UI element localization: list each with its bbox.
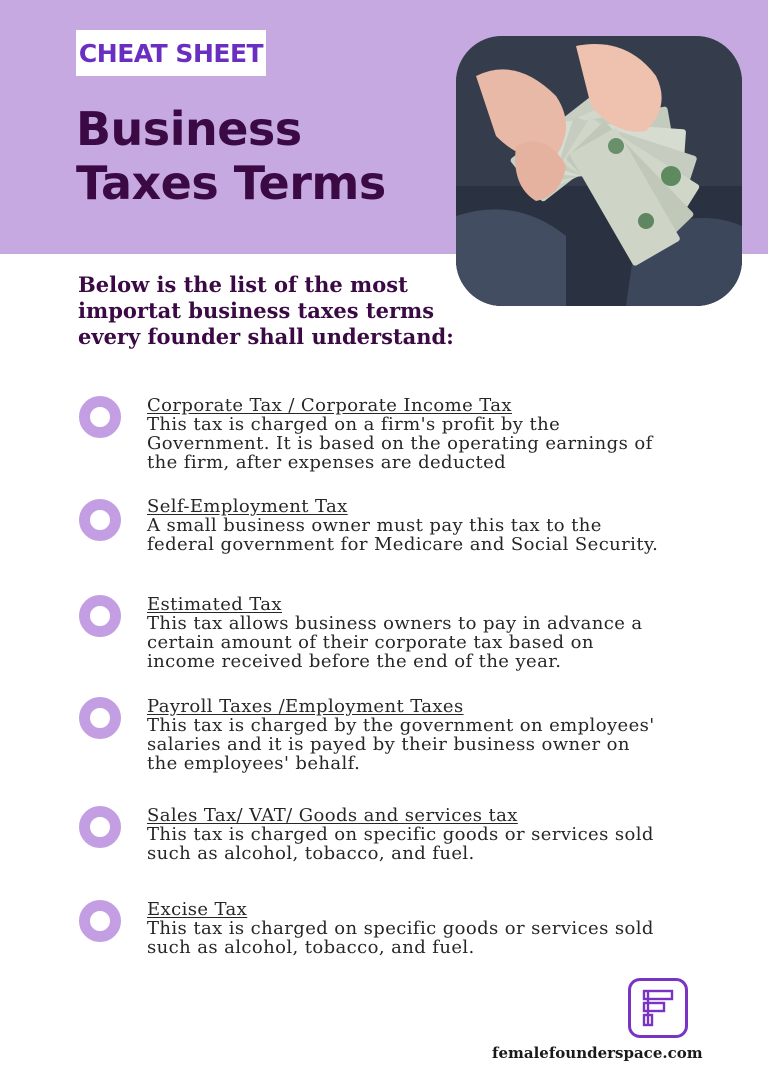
term-description-line: income received before the end of the year. xyxy=(147,651,562,672)
intro-line-2: importat business taxes terms xyxy=(78,298,435,323)
bullet-circle-icon xyxy=(79,499,121,541)
term-description-line: This tax is charged by the government on employees' xyxy=(147,715,655,736)
term-description-line: certain amount of their corporate tax based on xyxy=(147,632,594,653)
term-title: Estimated Tax xyxy=(147,594,282,615)
term-description-line: such as alcohol, tobacco, and fuel. xyxy=(147,843,475,864)
bullet-circle-icon xyxy=(79,396,121,438)
term-title: Self-Employment Tax xyxy=(147,496,348,517)
bullet-circle-icon xyxy=(79,595,121,637)
term-description-line: This tax allows business owners to pay in advance a xyxy=(147,613,643,634)
page-title-line-1: Business xyxy=(76,102,302,156)
term-title: Payroll Taxes /Employment Taxes xyxy=(147,696,464,717)
bullet-circle-icon xyxy=(79,806,121,848)
term-description-line: Government. It is based on the operating earnings of xyxy=(147,433,653,454)
term-description-line: such as alcohol, tobacco, and fuel. xyxy=(147,937,475,958)
term-description-line: This tax is charged on a firm's profit by the xyxy=(147,414,561,435)
term-description-line: This tax is charged on specific goods or services sold xyxy=(147,824,654,845)
female-founder-space-logo-icon xyxy=(628,978,688,1038)
bullet-circle-icon xyxy=(79,697,121,739)
site-url[interactable]: femalefounderspace.com xyxy=(492,1044,703,1062)
badge-label: CHEAT SHEET xyxy=(78,38,264,68)
page-title-line-2: Taxes Terms xyxy=(76,156,386,210)
term-description-line: This tax is charged on specific goods or services sold xyxy=(147,918,654,939)
term-title: Sales Tax/ VAT/ Goods and services tax xyxy=(147,805,518,826)
term-description-line: A small business owner must pay this tax to the xyxy=(147,515,602,536)
term-description-line: federal government for Medicare and Social Security. xyxy=(147,534,659,555)
intro-line-3: every founder shall understand: xyxy=(78,324,454,349)
term-description-line: the firm, after expenses are deducted xyxy=(147,452,507,473)
bullet-circle-icon xyxy=(79,900,121,942)
intro-line-1: Below is the list of the most xyxy=(78,272,408,297)
term-title: Corporate Tax / Corporate Income Tax xyxy=(147,395,512,416)
term-description-line: the employees' behalf. xyxy=(147,753,361,774)
term-title: Excise Tax xyxy=(147,899,248,920)
term-description-line: salaries and it is payed by their business owner on xyxy=(147,734,630,755)
